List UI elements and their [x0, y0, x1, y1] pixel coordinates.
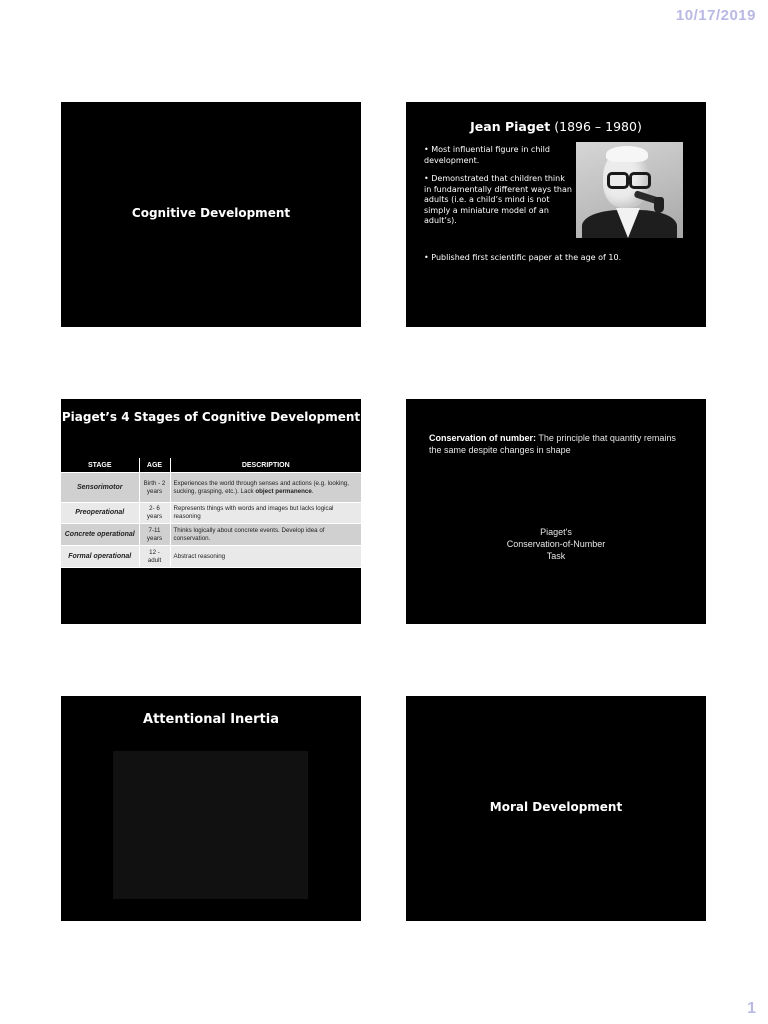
slide-4	[406, 399, 706, 624]
slide-2-bullets	[424, 145, 574, 235]
definition-term: Conservation of number:	[429, 433, 537, 443]
slide-2-title-name: Jean Piaget	[470, 119, 551, 134]
slide-5-title: Attentional Inertia	[143, 712, 279, 727]
description-cell: Experiences the world through senses and actions (e.g. looking, sucking, grasping, etc.). Lack object permanence.	[170, 473, 361, 503]
stage-cell: Concrete operational	[61, 524, 139, 546]
slide-6-title: Moral Development	[489, 800, 623, 814]
table-row	[61, 524, 361, 546]
slide-6	[406, 696, 706, 921]
slide-5	[61, 696, 361, 921]
slide-2	[406, 102, 706, 327]
bullet-item: • Published first scientific paper at the age of 10.	[424, 253, 622, 262]
table-row	[61, 546, 361, 568]
age-cell: 7-11 years	[139, 524, 170, 546]
age-cell: Birth - 2 years	[139, 473, 170, 503]
slide-1	[61, 102, 361, 327]
slide-3-title: Piaget’s 4 Stages of Cognitive Development	[61, 410, 361, 424]
slide-2-title-years: (1896 – 1980)	[554, 119, 642, 134]
description-cell: Thinks logically about concrete events. Develop idea of conservation.	[170, 524, 361, 546]
slide-2-title	[406, 119, 706, 134]
stage-cell: Preoperational	[61, 503, 139, 524]
page-number: 1	[747, 1000, 756, 1017]
description-cell: Represents things with words and images but lacks logical reasoning	[170, 503, 361, 524]
video-caption-line: Task	[546, 551, 566, 561]
stage-cell: Sensorimotor	[61, 473, 139, 503]
slide-1-title: Cognitive Development	[131, 206, 291, 220]
bullet-item: • Demonstrated that children think in fundamentally different ways than adults (i.e. a child’s mind is not simply a miniature model of an adult’s).	[424, 174, 572, 225]
column-header: DESCRIPTION	[170, 458, 361, 473]
video-caption-line: Piaget's	[540, 527, 572, 537]
bullet-item: • Most influential figure in child development.	[424, 145, 550, 165]
table-row	[61, 473, 361, 503]
conservation-definition	[429, 432, 689, 456]
print-date: 10/17/2019	[675, 7, 756, 24]
video-caption-line: Conservation-of-Number	[506, 539, 606, 549]
video-caption	[406, 526, 706, 562]
video-placeholder[interactable]	[113, 751, 308, 899]
column-header: STAGE	[61, 458, 139, 473]
slide-3	[61, 399, 361, 624]
piaget-portrait-photo	[576, 142, 683, 238]
definition-text: The principle that quantity remains the same despite changes in shape	[429, 433, 676, 455]
table-row	[61, 503, 361, 524]
age-cell: 12 - adult	[139, 546, 170, 568]
table-header-row	[61, 458, 361, 473]
age-cell: 2- 6 years	[139, 503, 170, 524]
stage-cell: Formal operational	[61, 546, 139, 568]
stages-table	[61, 458, 361, 568]
description-cell: Abstract reasoning	[170, 546, 361, 568]
column-header: AGE	[139, 458, 170, 473]
